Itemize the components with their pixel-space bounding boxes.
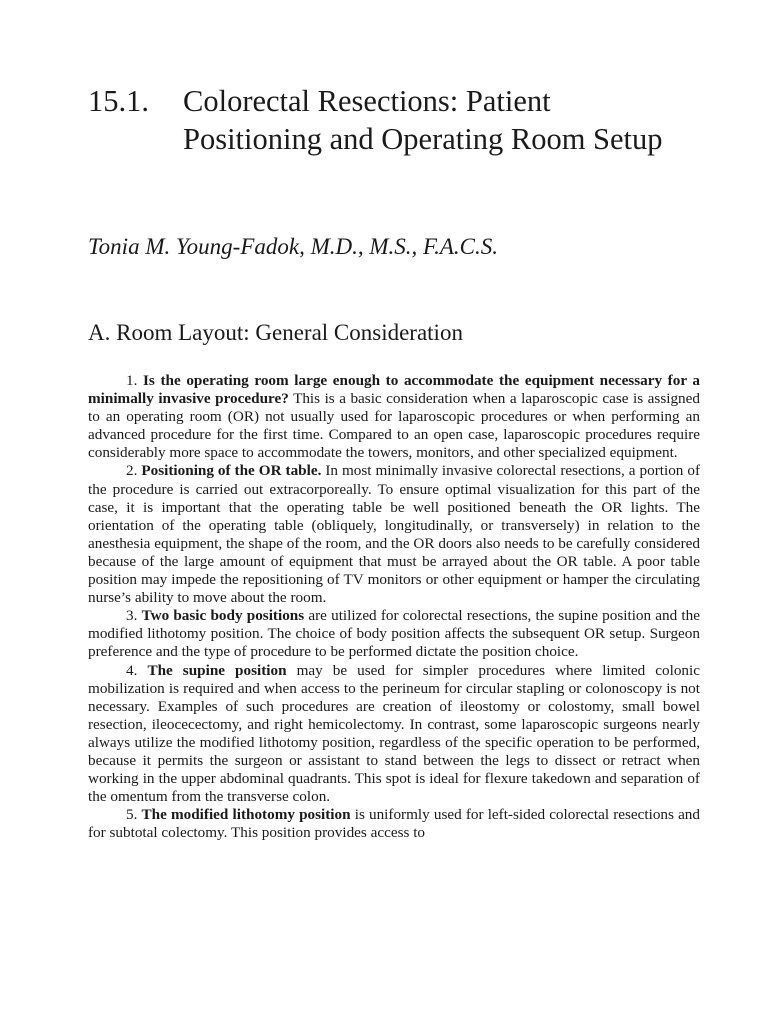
chapter-number: 15.1.: [88, 84, 149, 118]
body-text: [88, 372, 700, 842]
paragraph-lead: Positioning of the OR table.: [141, 462, 322, 480]
paragraph-text: may be used for simpler procedures where limited colonic mobilization is required and when access to the perineum for circular stapling or colonoscopy is not necessary. Examples of such procedures are creation of ileostomy or colostomy, small bowel resection, ileocecectomy, and right hemicolectomy. In contrast, some laparoscopic surgeons nearly always utilize the modified lithotomy position, regardless of the specific operation to be performed, because it permits the surgeon or assistant to stand between the legs to dissect or retract when working in the upper abdominal quadrants. This spot is ideal for flexure takedown and separation of the omentum from the transverse colon.: [88, 661, 700, 806]
paragraph-text: This is a basic consideration when a laparoscopic case is assigned to an operating room (OR) not usually used for laparoscopic procedures or when performing an advanced procedure for the first time. Compared to an open case, laparoscopic procedures require considerably more space to accommodate the towers, monitors, and other specialized equipment.: [88, 390, 700, 462]
paragraph-number: 3.: [126, 607, 138, 625]
chapter-heading: [88, 82, 688, 158]
paragraph: [88, 462, 700, 607]
paragraph-lead: The modified lithotomy position: [141, 806, 351, 824]
paragraph: [88, 372, 700, 462]
paragraph-number: 4.: [126, 661, 138, 679]
paragraph-text: In most minimally invasive colorectal resections, a portion of the procedure is carried out extracorporeally. To ensure optimal visualization for this part of the case, it is important that the operating table be well positioned beneath the OR lights. The orientation of the operating table (obliquely, longitudinally, or transversely) in relation to the anesthesia equipment, the shape of the room, and the OR doors also needs to be carefully considered because of the large amount of equipment that must be arrayed about the OR table. A poor table position may impede the repositioning of TV monitors or other equipment or hamper the circulating nurse’s ability to move about the room.: [88, 462, 701, 607]
paragraph-lead: Is the operating room large enough to accommodate the equipment necessary for a minimally invasive procedure?: [88, 372, 701, 408]
paragraph-text: are utilized for colorectal resections, the supine position and the modified lithotomy position. The choice of body position affects the subsequent OR setup. Surgeon preference and the type of procedure to be performed dictate the position choice.: [88, 607, 700, 661]
paragraph-lead: Two basic body positions: [141, 607, 305, 625]
paragraph: [88, 607, 700, 661]
paragraph-lead: The supine position: [147, 661, 287, 679]
paragraph-number: 5.: [126, 806, 138, 824]
paragraph: [88, 806, 700, 842]
section-heading: A. Room Layout: General Consideration: [88, 320, 463, 345]
paragraph-number: 1.: [126, 372, 138, 389]
paragraph: [88, 662, 700, 807]
paragraph-number: 2.: [126, 462, 138, 480]
chapter-title: Colorectal Resections: Patient Positioning and Operating Room Setup: [183, 84, 663, 156]
author-line: Tonia M. Young-Fadok, M.D., M.S., F.A.C.S.: [88, 234, 498, 259]
paragraph-text: is uniformly used for left-sided colorectal resections and for subtotal colectomy. This position provides access to: [88, 806, 700, 842]
